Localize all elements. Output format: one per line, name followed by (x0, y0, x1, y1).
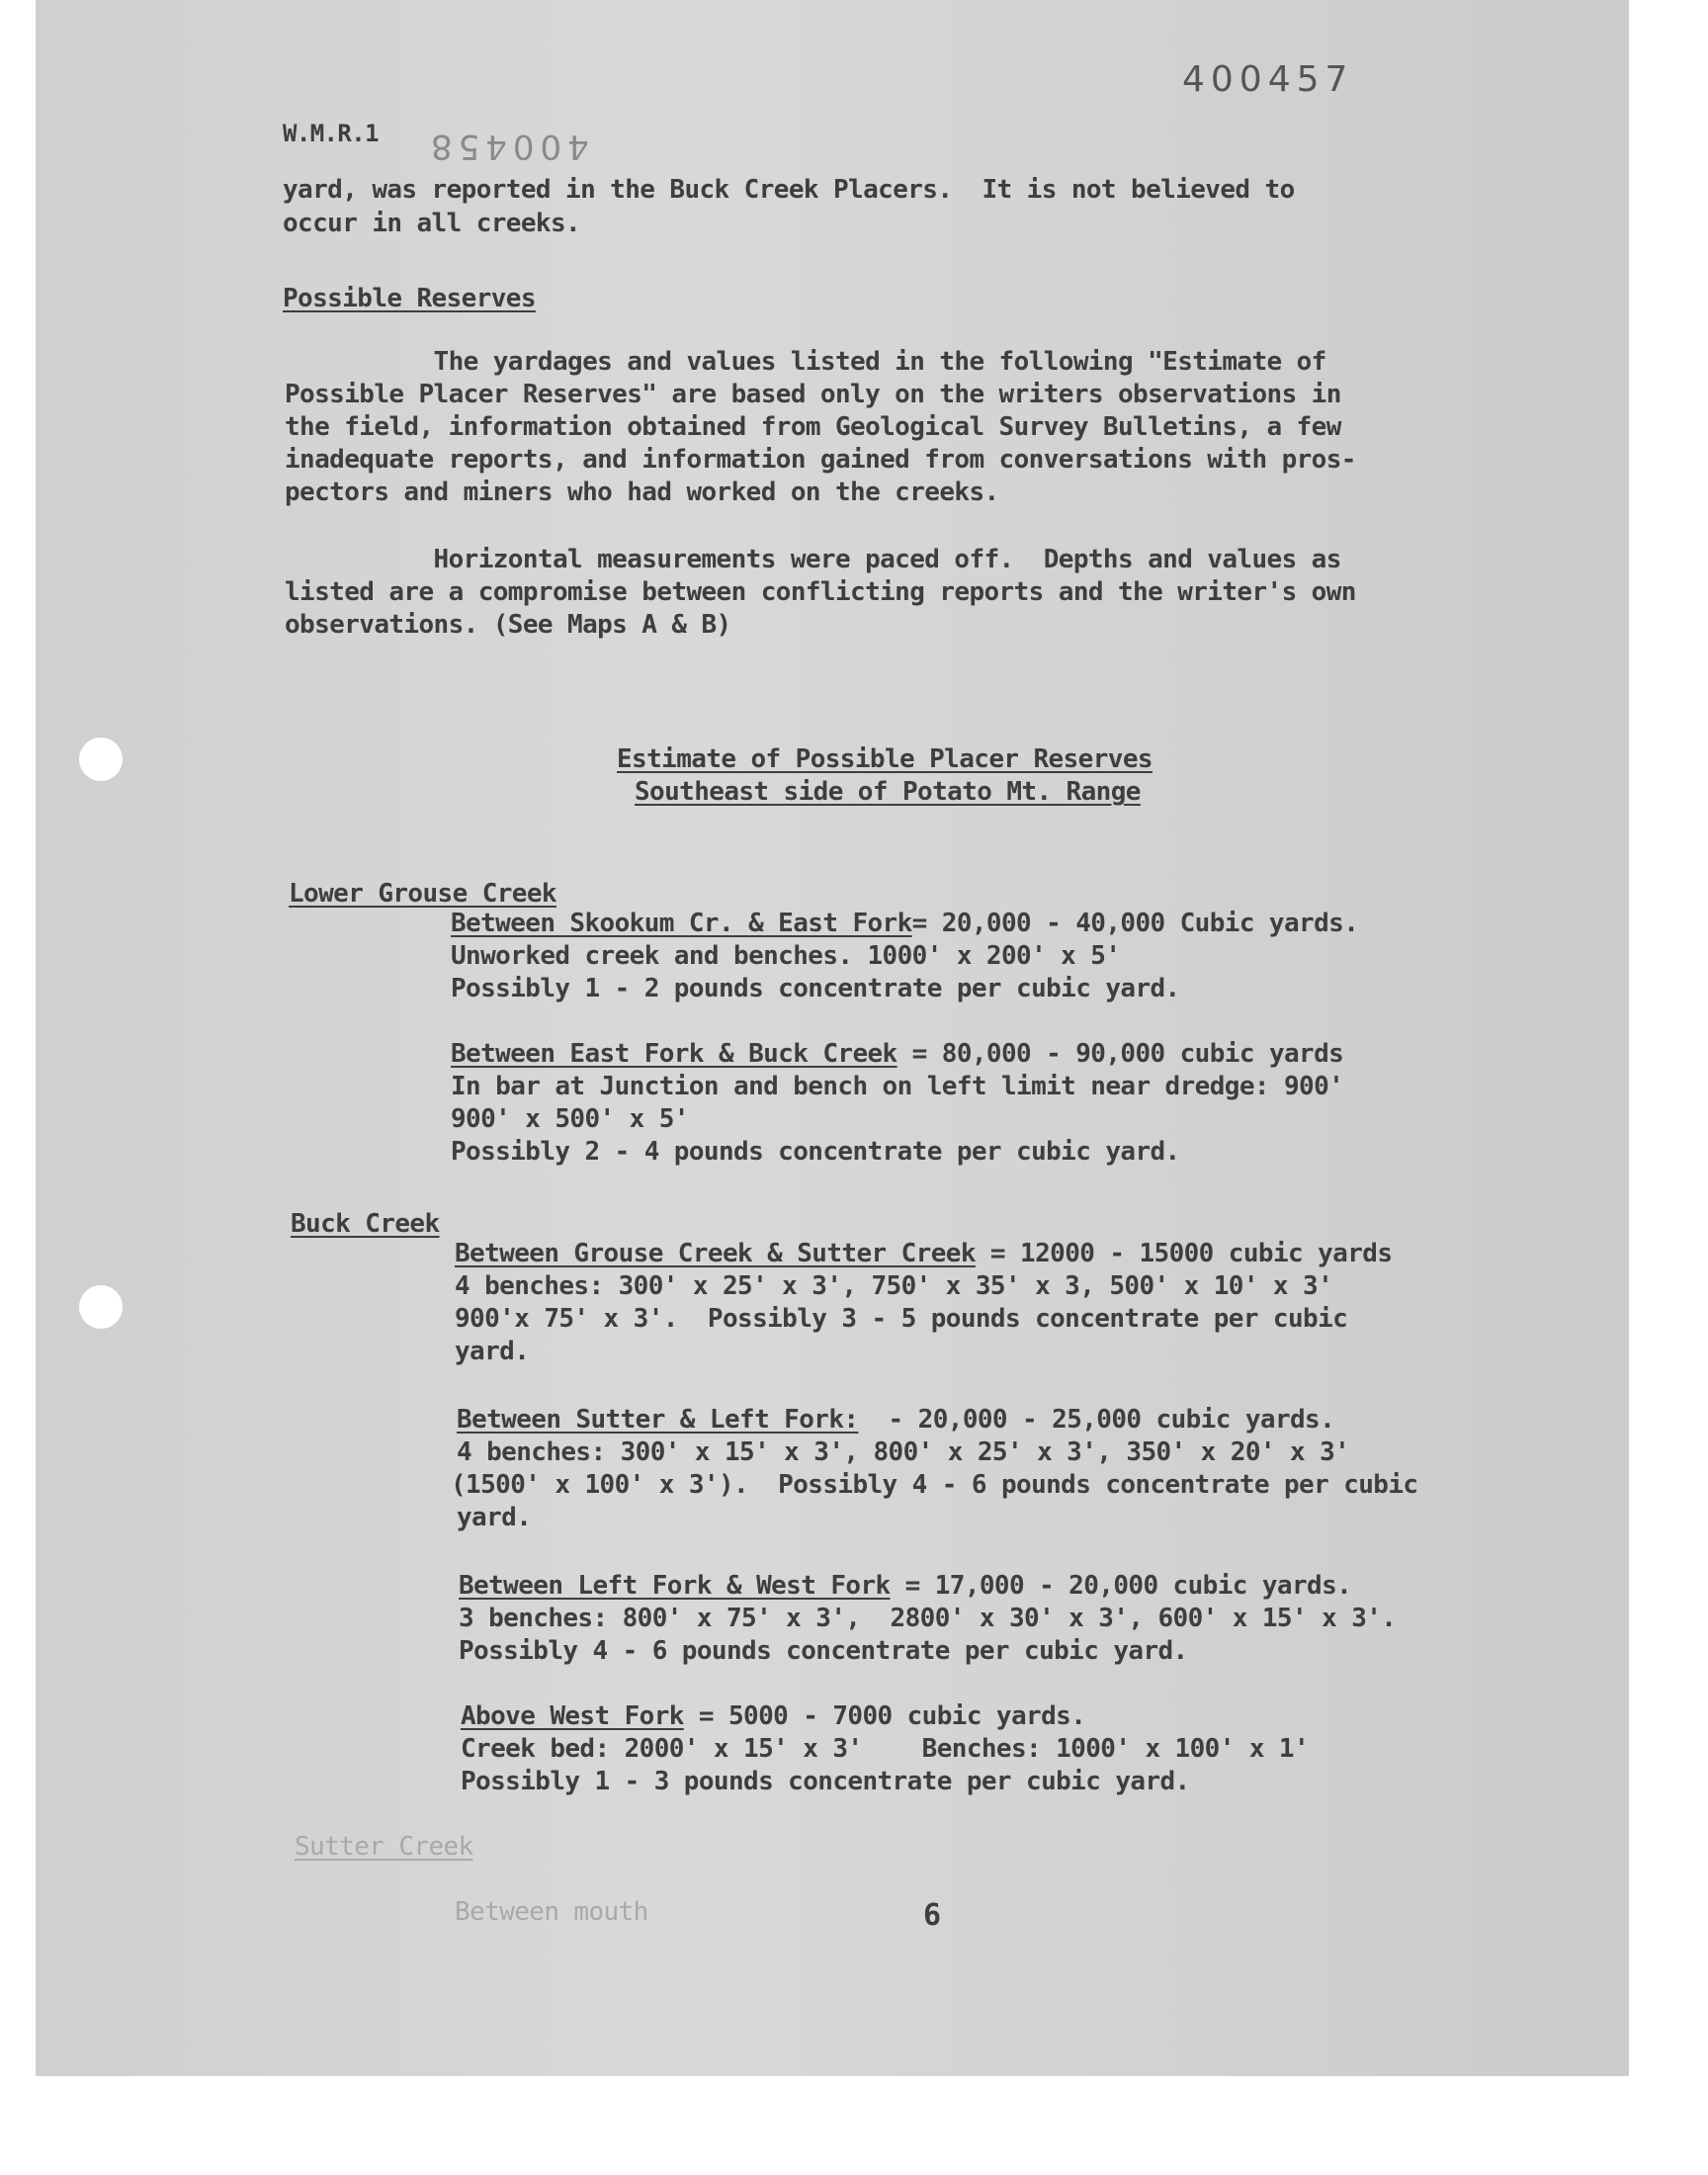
paragraph-line: The yardages and values listed in the following "Estimate of (285, 347, 1326, 377)
estimate-entry-line: Unworked creek and benches. 1000' x 200' x 5' (451, 941, 1121, 971)
faded-heading: Sutter Creek (295, 1832, 473, 1862)
document-id: W.M.R.1 (283, 120, 379, 147)
estimate-entry-line: 4 benches: 300' x 15' x 3', 800' x 25' x 3', 350' x 20' x 3' (457, 1437, 1350, 1467)
paragraph-line: pectors and miners who had worked on the creeks. (285, 478, 999, 507)
intro-line: occur in all creeks. (283, 209, 581, 238)
estimate-title: Estimate of Possible Placer Reserves (617, 744, 1153, 774)
estimate-entry-line: (1500' x 100' x 3'). Possibly 4 - 6 pounds concentrate per cubic (451, 1470, 1418, 1500)
estimate-entry-line: 900' x 500' x 5' (451, 1104, 689, 1134)
paragraph-line: observations. (See Maps A & B) (285, 610, 731, 640)
estimate-entry-line: 4 benches: 300' x 25' x 3', 750' x 35' x 3, 500' x 10' x 3' (455, 1271, 1333, 1301)
section-heading-possible-reserves: Possible Reserves (283, 284, 536, 313)
estimate-entry-line: 900'x 75' x 3'. Possibly 3 - 5 pounds concentrate per cubic (455, 1304, 1348, 1334)
estimate-entry-line: 3 benches: 800' x 75' x 3', 2800' x 30' x 3', 600' x 15' x 3'. (459, 1604, 1397, 1633)
punch-hole (79, 738, 123, 781)
estimate-entry-line: In bar at Junction and bench on left limit near dredge: 900' (451, 1072, 1344, 1101)
estimate-entry-line: Between Skookum Cr. & East Fork= 20,000 - 40,000 Cubic yards. (451, 909, 1359, 938)
page-stamp-number: 400457 (1182, 59, 1354, 100)
estimate-entry-line: Between Sutter & Left Fork: - 20,000 - 25,000 cubic yards. (457, 1405, 1335, 1435)
estimate-entry-line: Between Grouse Creek & Sutter Creek = 12000 - 15000 cubic yards (455, 1239, 1393, 1268)
paragraph-line: Possible Placer Reserves" are based only on the writers observations in (285, 380, 1341, 409)
intro-line: yard, was reported in the Buck Creek Placers. It is not believed to (283, 175, 1295, 205)
paragraph-line: listed are a compromise between conflicting reports and the writer's own (285, 577, 1356, 607)
paragraph-line: Horizontal measurements were paced off. Depths and values as (285, 545, 1341, 574)
creek-heading-lower-grouse: Lower Grouse Creek (289, 879, 556, 909)
punch-hole (79, 1285, 123, 1329)
estimate-entry-line: yard. (457, 1503, 532, 1532)
estimate-entry-line: Between Left Fork & West Fork = 17,000 - 20,000 cubic yards. (459, 1571, 1352, 1601)
paragraph-line: the field, information obtained from Geological Survey Bulletins, a few (285, 412, 1341, 442)
faded-line: Between mouth (455, 1897, 648, 1927)
document-page (36, 0, 1629, 2076)
creek-heading-buck: Buck Creek (291, 1209, 440, 1239)
bleed-through-number: 400458 (425, 127, 589, 166)
estimate-entry-line: Possibly 4 - 6 pounds concentrate per cubic yard. (459, 1636, 1188, 1666)
estimate-subtitle: Southeast side of Potato Mt. Range (635, 777, 1141, 807)
estimate-entry-line: Possibly 1 - 3 pounds concentrate per cubic yard. (461, 1767, 1190, 1796)
estimate-entry-line: Creek bed: 2000' x 15' x 3' Benches: 1000' x 100' x 1' (461, 1734, 1310, 1764)
estimate-entry-line: Between East Fork & Buck Creek = 80,000 - 90,000 cubic yards (451, 1039, 1344, 1069)
estimate-entry-line: Above West Fork = 5000 - 7000 cubic yards. (461, 1701, 1086, 1731)
estimate-entry-line: yard. (455, 1337, 530, 1366)
paragraph-line: inadequate reports, and information gained from conversations with pros- (285, 445, 1356, 475)
estimate-entry-line: Possibly 1 - 2 pounds concentrate per cubic yard. (451, 974, 1180, 1003)
page-number: 6 (923, 1898, 941, 1933)
estimate-entry-line: Possibly 2 - 4 pounds concentrate per cubic yard. (451, 1137, 1180, 1167)
